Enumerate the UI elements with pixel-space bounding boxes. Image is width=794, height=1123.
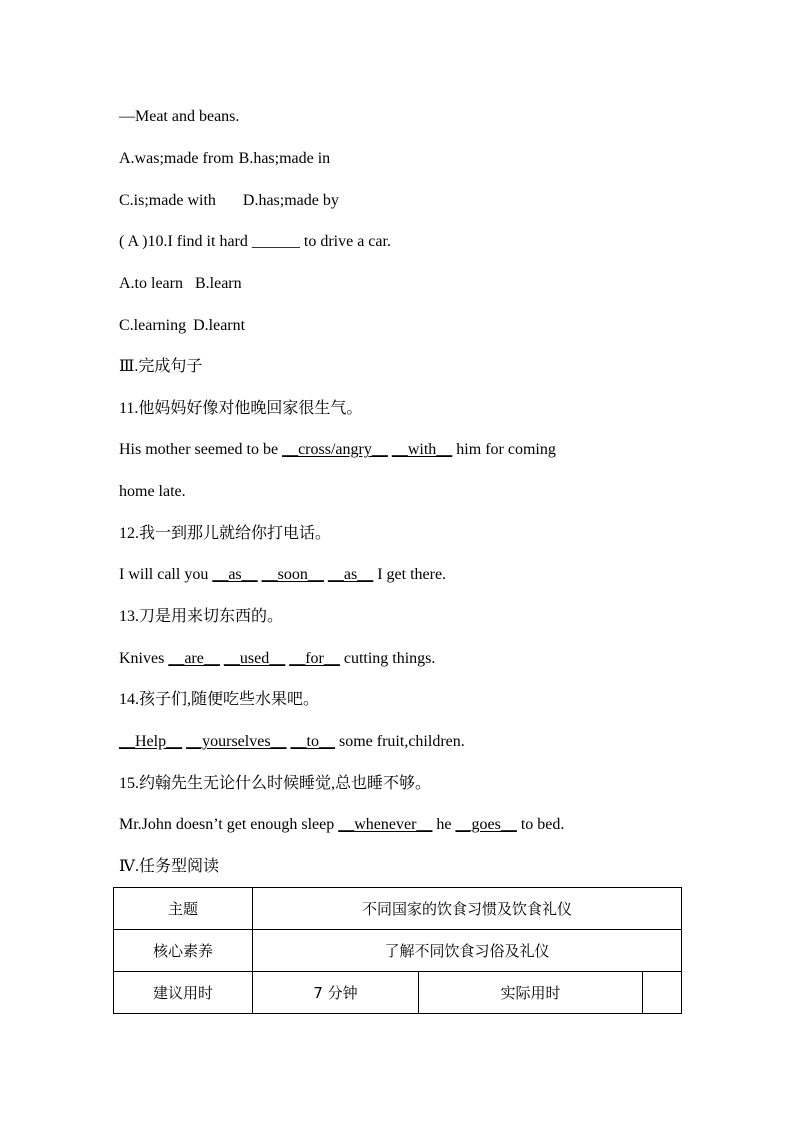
question-11-english: His mother seemed to be __cross/angry__ __with__ him for coming [119,441,556,458]
answer-blank: __yourselves__ [186,733,287,750]
question-12-english: I will call you __as__ __soon__ __as__ I get there. [119,566,447,583]
question-12-chinese: 12.我一到那儿就给你打电话。 [119,525,332,542]
question-13-chinese: 13.刀是用来切东西的。 [119,608,284,625]
question-11-english-cont: home late. [119,483,186,500]
answer-blank: __whenever__ [338,816,433,833]
question-15-chinese: 15.约翰先生无论什么时候睡觉,总也睡不够。 [119,775,432,792]
option-a: A.was;made from [119,150,234,167]
option-b: B.has;made in [238,150,331,167]
question-14-english: __Help__ __yourselves__ __to__ some fruit,children. [119,733,465,750]
table-cell-value [643,972,682,1014]
answer-blank: __used__ [223,650,286,667]
answer-blank: __with__ [391,441,453,458]
table-row [114,930,682,972]
table-cell-value: 不同国家的饮食习惯及饮食礼仪 [253,888,682,930]
options-line-ab [119,274,242,294]
table-row [114,888,682,930]
table-row [114,972,682,1014]
options-line-cd [119,191,339,211]
task-info-table [113,887,682,1014]
option-a: A.to learn [119,275,183,292]
table-cell-label: 主题 [114,888,253,930]
question-13-english: Knives __are__ __used__ __for__ cutting things. [119,650,436,667]
answer-blank: __soon__ [261,566,324,583]
table-cell-value: 了解不同饮食习俗及礼仪 [253,930,682,972]
options-line-ab [119,149,330,169]
option-d: D.has;made by [242,192,339,209]
answer-blank: __for__ [289,650,340,667]
table-cell-label: 实际用时 [419,972,643,1014]
answer-blank: __as__ [212,566,258,583]
section-heading: Ⅳ.任务型阅读 [119,858,219,875]
table-cell-label: 核心素养 [114,930,253,972]
option-c: C.learning [119,317,187,334]
section-heading: Ⅲ.完成句子 [119,358,203,375]
table-cell-label: 建议用时 [114,972,253,1014]
question-10: ( A )10.I find it hard ______ to drive a car. [119,233,391,250]
option-b: B.learn [194,275,242,292]
option-d: D.learnt [193,317,246,334]
question-15-english: Mr.John doesn’t get enough sleep __whenever__ he __goes__ to bed. [119,816,565,833]
answer-blank: __goes__ [455,816,517,833]
answer-blank: __Help__ [119,733,183,750]
answer-blank: __to__ [290,733,335,750]
option-c: C.is;made with [119,192,216,209]
table-cell-value: 7 分钟 [253,972,419,1014]
question-14-chinese: 14.孩子们,随便吃些水果吧。 [119,691,320,708]
answer-line: —Meat and beans. [119,108,240,125]
answer-blank: __as__ [327,566,374,583]
answer-blank: __are__ [168,650,220,667]
options-line-cd [119,316,245,336]
question-11-chinese: 11.他妈妈好像对他晚回家很生气。 [119,400,363,417]
answer-blank: __cross/angry__ [282,441,388,458]
